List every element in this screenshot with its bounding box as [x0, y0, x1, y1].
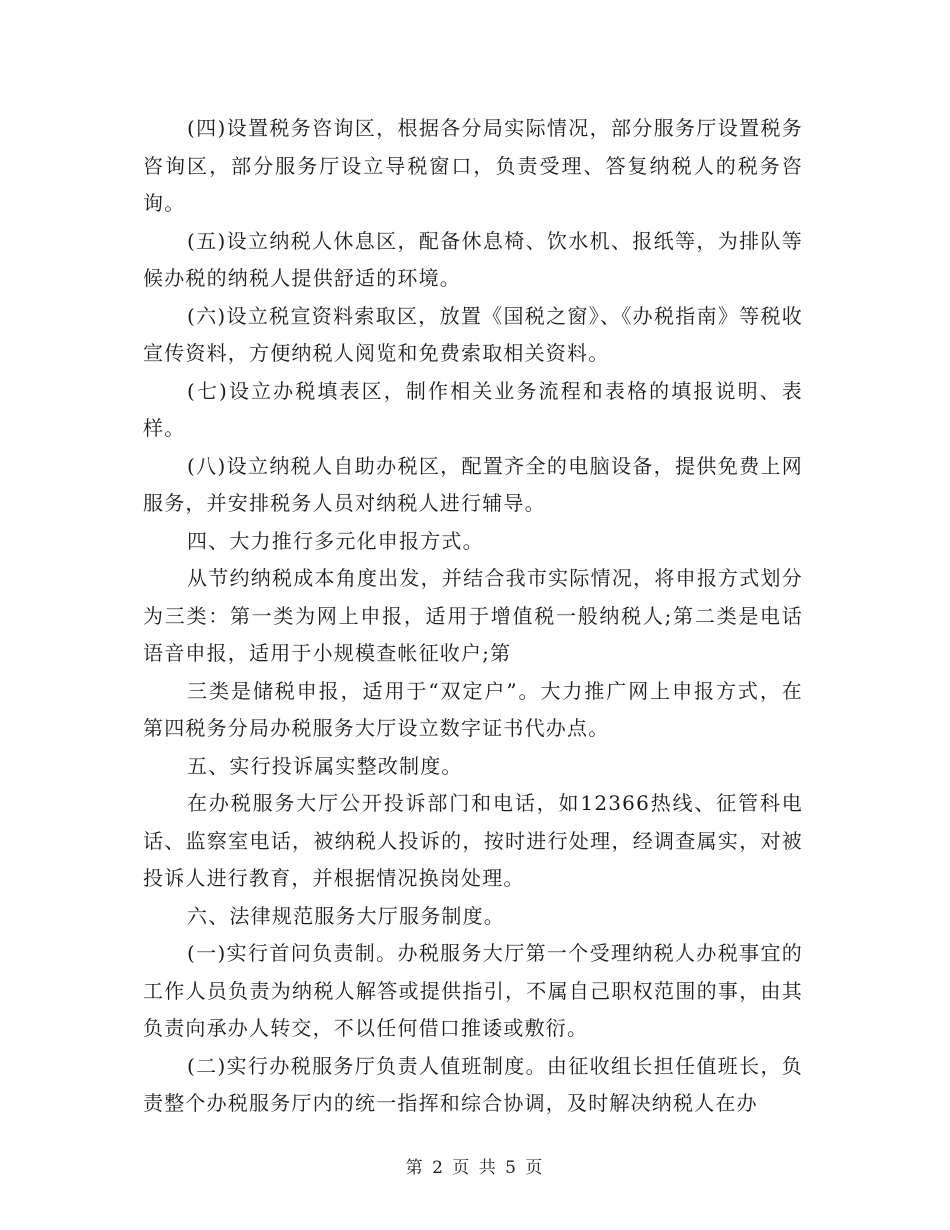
- page-number-footer: 第 2 页 共 5 页: [405, 1158, 545, 1178]
- paragraph: (一)实行首问负责制。办税服务大厅第一个受理纳税人办税事宜的工作人员负责为纳税人解答或提供指引，不属自己职权范围的事，由其负责向承办人转交，不以任何借口推诿或敷衍。: [143, 941, 803, 1040]
- paragraph: (八)设立纳税人自助办税区，配置齐全的电脑设备，提供免费上网服务，并安排税务人员对纳税人进行辅导。: [143, 453, 803, 515]
- paragraph: 在办税服务大厅公开投诉部门和电话，如12366热线、征管科电话、监察室电话，被纳税人投诉的，按时进行处理，经调查属实，对被投诉人进行教育，并根据情况换岗处理。: [143, 791, 803, 890]
- paragraph: 三类是储税申报，适用于“双定户”。大力推广网上申报方式，在第四税务分局办税服务大厅设立数字证书代办点。: [143, 678, 803, 740]
- paragraph: (五)设立纳税人休息区，配备休息椅、饮水机、报纸等，为排队等候办税的纳税人提供舒适的环境。: [143, 228, 803, 290]
- section-heading: 六、法律规范服务大厅服务制度。: [187, 903, 505, 928]
- paragraph: (二)实行办税服务厅负责人值班制度。由征收组长担任值班长，负责整个办税服务厅内的统一指挥和综合协调，及时解决纳税人在办: [143, 1053, 803, 1115]
- paragraph: 从节约纳税成本角度出发，并结合我市实际情况，将申报方式划分为三类：第一类为网上申报，适用于增值税一般纳税人;第二类是电话语音申报，适用于小规模查帐征收户;第: [143, 566, 803, 665]
- paragraph: (六)设立税宣资料索取区，放置《国税之窗》、《办税指南》等税收宣传资料，方便纳税人阅览和免费索取相关资料。: [143, 303, 803, 365]
- document-body: [143, 110, 803, 1123]
- paragraph: (四)设置税务咨询区，根据各分局实际情况，部分服务厅设置税务咨询区，部分服务厅设立导税窗口，负责受理、答复纳税人的税务咨询。: [143, 116, 803, 215]
- section-heading: 四、大力推行多元化申报方式。: [187, 528, 484, 553]
- paragraph: (七)设立办税填表区，制作相关业务流程和表格的填报说明、表样。: [143, 378, 803, 440]
- section-heading: 五、实行投诉属实整改制度。: [187, 753, 463, 778]
